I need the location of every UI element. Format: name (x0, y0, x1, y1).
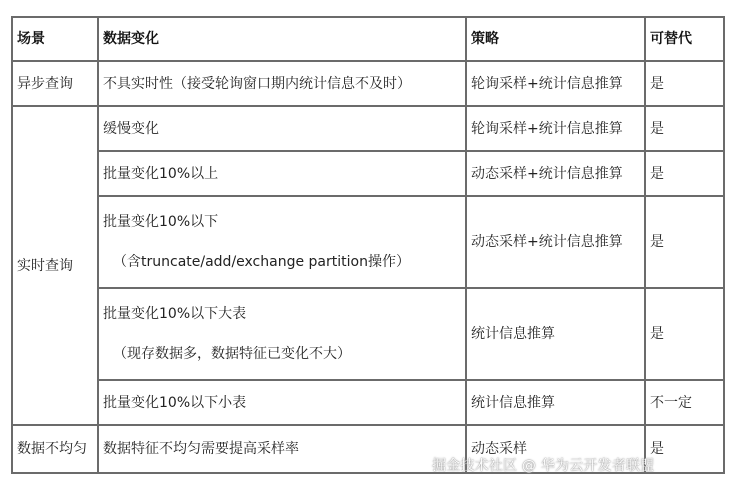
strategy-table (11, 16, 725, 474)
header-scene: 场景 (12, 17, 98, 61)
cell-text: 缓慢变化 (103, 120, 159, 137)
table-row (12, 61, 724, 106)
header-data-change: 数据变化 (98, 17, 466, 61)
table-row (12, 196, 724, 288)
cell-replaceable: 是 (645, 196, 724, 288)
cell-replaceable: 是 (645, 61, 724, 106)
cell-note: （现存数据多，数据特征已变化不大） (113, 346, 351, 362)
table-row (12, 288, 724, 380)
cell-data-change (98, 61, 466, 106)
header-strategy: 策略 (466, 17, 645, 61)
cell-strategy: 动态采样+统计信息推算 (466, 151, 645, 196)
table-row (12, 380, 724, 425)
cell-text: 批量变化10%以下大表 (103, 306, 247, 322)
cell-strategy: 轮询采样+统计信息推算 (466, 61, 645, 106)
table-row (12, 151, 724, 196)
cell-scene: 数据不均匀 (12, 425, 98, 473)
cell-text: 不具实时性（接受轮询窗口期内统计信息不及时） (103, 75, 411, 92)
table-header-row (12, 17, 724, 61)
cell-scene: 实时查询 (12, 106, 98, 425)
cell-note: （含truncate/add/exchange partition操作） (113, 254, 410, 270)
cell-text: 数据特征不均匀需要提高采样率 (103, 441, 299, 457)
cell-replaceable: 是 (645, 106, 724, 151)
cell-strategy: 动态采样+统计信息推算 (466, 196, 645, 288)
cell-text: 批量变化10%以下 (103, 214, 219, 230)
watermark: 掘金技术社区 @ 华为云开发者联盟 (432, 458, 655, 474)
cell-data-change (98, 196, 466, 288)
cell-text: 批量变化10%以下小表 (103, 394, 247, 411)
cell-replaceable: 是 (645, 288, 724, 380)
cell-replaceable: 不一定 (645, 380, 724, 425)
cell-data-change (98, 106, 466, 151)
cell-replaceable: 是 (645, 425, 724, 473)
cell-strategy: 轮询采样+统计信息推算 (466, 106, 645, 151)
cell-data-change (98, 380, 466, 425)
cell-strategy: 统计信息推算 (466, 288, 645, 380)
cell-strategy: 统计信息推算 (466, 380, 645, 425)
cell-scene: 异步查询 (12, 61, 98, 106)
header-replaceable: 可替代 (645, 17, 724, 61)
cell-data-change (98, 425, 466, 473)
cell-data-change (98, 288, 466, 380)
cell-strategy: 动态采样 (466, 425, 645, 473)
cell-data-change (98, 151, 466, 196)
cell-replaceable: 是 (645, 151, 724, 196)
table-row (12, 106, 724, 151)
cell-text: 批量变化10%以上 (103, 165, 219, 182)
